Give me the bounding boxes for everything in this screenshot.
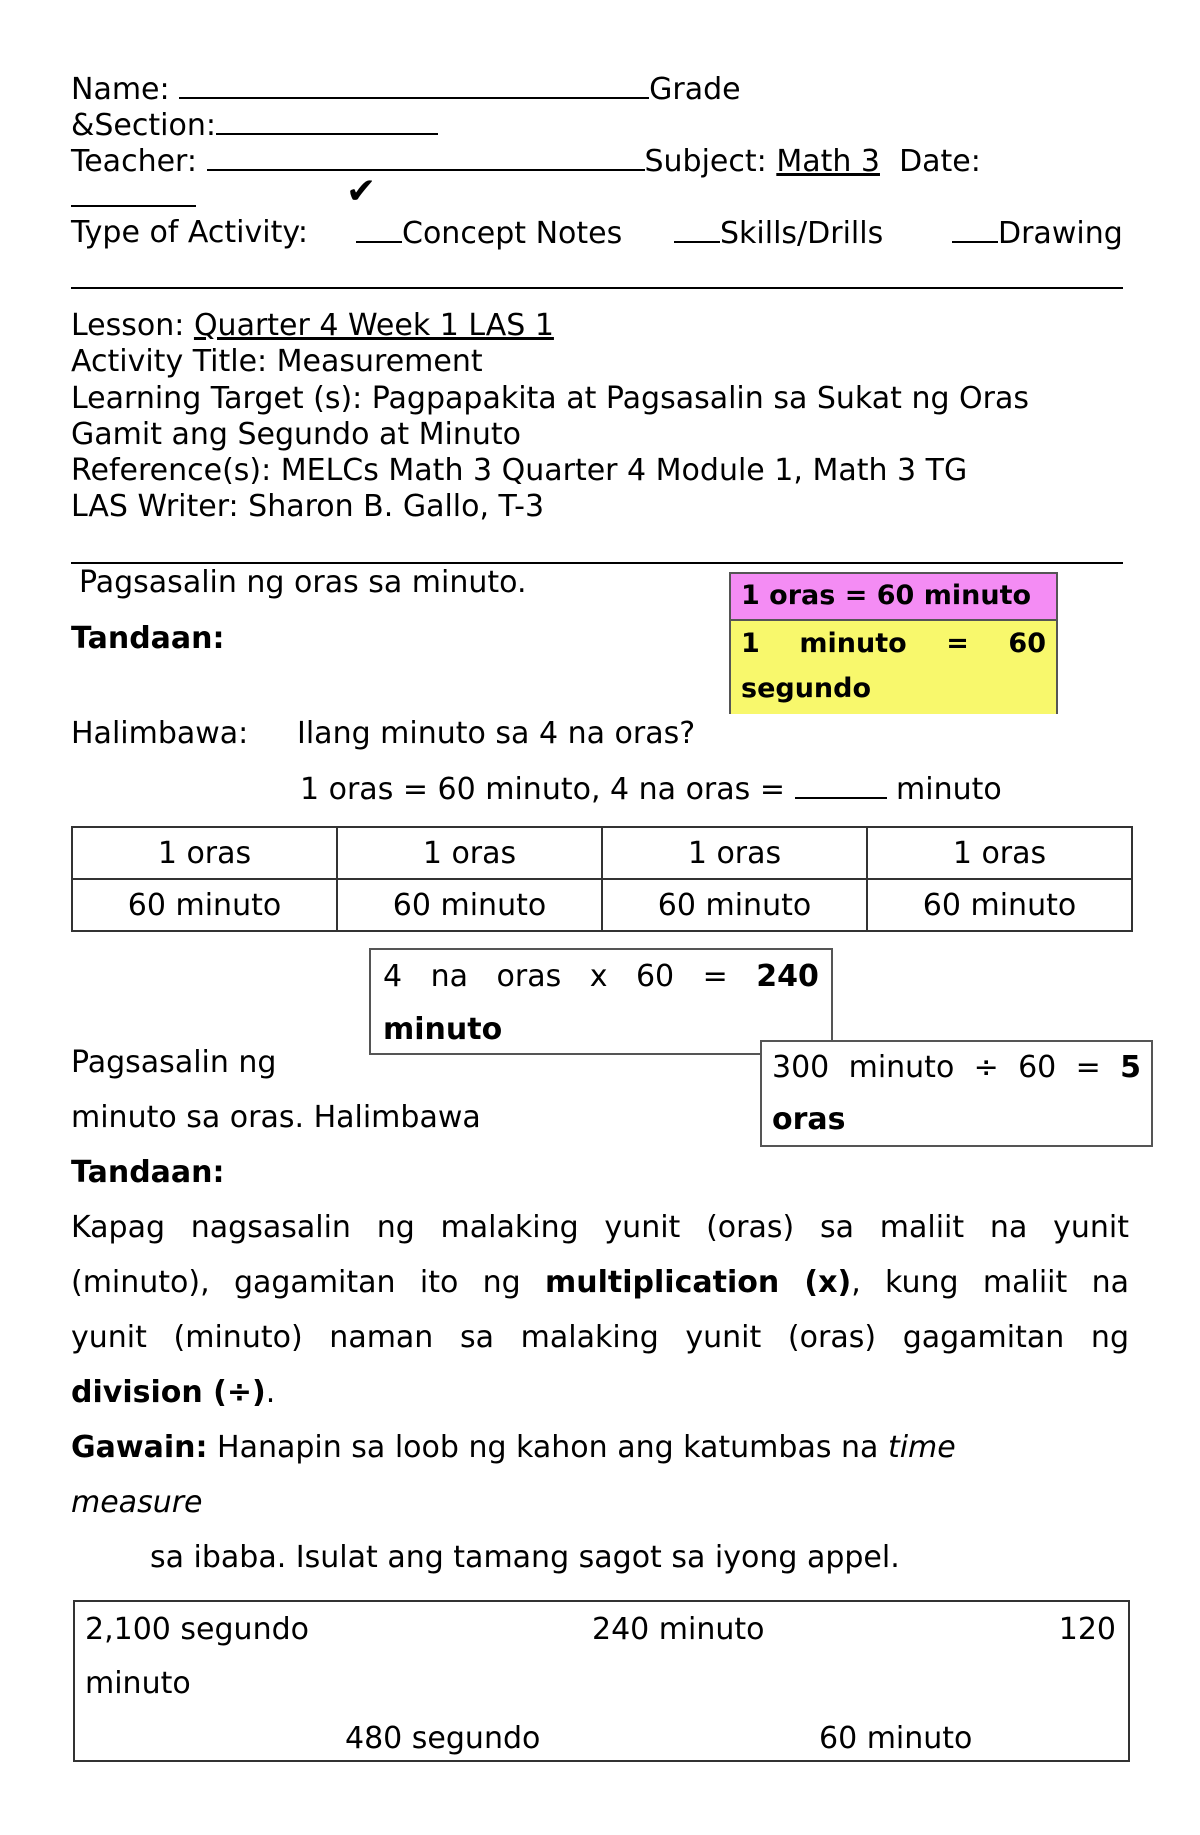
section-blank[interactable]	[216, 107, 438, 135]
table-row	[72, 827, 1132, 879]
paragraph-line: (minuto), gagamitan ito ng multiplication (x), kung maliit na	[71, 1265, 1129, 1300]
answer-blank[interactable]	[795, 771, 887, 799]
section2-heading-line1: Pagsasalin ng	[71, 1045, 277, 1080]
table-row	[72, 879, 1132, 931]
table-cell: 60 minuto	[867, 879, 1132, 931]
paragraph-line: division (÷).	[71, 1375, 276, 1410]
gawain-label: Gawain:	[71, 1430, 208, 1465]
gawain-line2: measure	[71, 1485, 203, 1520]
grade-label: Grade	[649, 72, 741, 107]
example-question: Ilang minuto sa 4 na oras?	[297, 716, 696, 751]
table-cell: 1 oras	[72, 827, 337, 879]
table-cell: 1 oras	[337, 827, 602, 879]
choice-240-minuto: 240 minuto	[592, 1612, 765, 1647]
divider-top	[71, 287, 1123, 289]
las-writer: LAS Writer: Sharon B. Gallo, T-3	[71, 489, 545, 524]
references: Reference(s): MELCs Math 3 Quarter 4 Module 1, Math 3 TG	[71, 453, 968, 488]
type-label: Type of Activity:	[71, 215, 309, 250]
conversion-note-box	[729, 572, 1058, 714]
note-oras-minuto: 1 oras = 60 minuto	[731, 574, 1056, 621]
name-label: Name:	[71, 72, 170, 107]
subject-label: Subject:	[644, 144, 767, 179]
section1-tandaan: Tandaan:	[71, 621, 225, 656]
teacher-row	[71, 143, 981, 180]
multiplication-box: 4 na oras x 60 = 240 minuto	[369, 948, 833, 1055]
lesson-label: Lesson:	[71, 308, 185, 343]
date-blank[interactable]	[71, 179, 196, 207]
choice-2100-segundo: 2,100 segundo	[85, 1612, 309, 1647]
choice-120: 120	[1058, 1612, 1116, 1647]
checkmark-icon: ✔	[346, 171, 377, 212]
section-row	[71, 107, 438, 144]
division-box: 300 minuto ÷ 60 = 5 oras	[760, 1040, 1153, 1147]
gawain-line1: Gawain: Hanapin sa loob ng kahon ang katumbas na time	[71, 1430, 956, 1465]
note-minuto-segundo: 1 minuto = 60 segundo	[731, 621, 1056, 714]
divider-middle	[71, 562, 1123, 564]
name-row	[71, 71, 741, 108]
section-label: &Section:	[71, 108, 216, 143]
type-concept-notes[interactable]: Concept Notes	[356, 215, 622, 252]
learning-target-line2: Gamit ang Segundo at Minuto	[71, 417, 522, 452]
gawain-line3: sa ibaba. Isulat ang tamang sagot sa iyong appel.	[150, 1540, 900, 1575]
hours-minutes-table	[71, 826, 1133, 932]
choice-480-segundo: 480 segundo	[345, 1721, 541, 1756]
subject-value: Math 3	[776, 144, 880, 179]
activity-type-row	[71, 215, 308, 251]
answer-choices-box	[73, 1600, 1130, 1762]
section2-heading-line2: minuto sa oras. Halimbawa	[71, 1100, 481, 1135]
choice-60-minuto: 60 minuto	[819, 1721, 973, 1756]
table-cell: 60 minuto	[337, 879, 602, 931]
paragraph-line: yunit (minuto) naman sa malaking yunit (oras) gagamitan ng	[71, 1320, 1129, 1355]
type-drawing[interactable]: Drawing	[952, 215, 1123, 252]
lesson-row	[71, 308, 554, 344]
date-row	[71, 179, 196, 216]
type-skills-drills[interactable]: Skills/Drills	[674, 215, 883, 252]
paragraph-line: Kapag nagsasalin ng malaking yunit (oras) sa maliit na yunit	[71, 1210, 1129, 1245]
table-cell: 60 minuto	[72, 879, 337, 931]
example-equation: 1 oras = 60 minuto, 4 na oras = minuto	[300, 772, 1002, 807]
lesson-value: Quarter 4 Week 1 LAS 1	[193, 308, 554, 343]
table-cell: 1 oras	[602, 827, 867, 879]
rule-paragraph	[71, 1200, 1129, 1420]
section1-heading: Pagsasalin ng oras sa minuto.	[79, 565, 527, 600]
activity-title: Activity Title: Measurement	[71, 344, 483, 379]
example-label: Halimbawa:	[71, 716, 249, 751]
learning-target-line1: Learning Target (s): Pagpapakita at Pagsasalin sa Sukat ng Oras	[71, 381, 1030, 416]
table-cell: 1 oras	[867, 827, 1132, 879]
name-blank[interactable]	[179, 71, 649, 99]
choice-minuto: minuto	[85, 1666, 191, 1701]
date-label: Date:	[899, 144, 981, 179]
teacher-blank[interactable]	[207, 143, 645, 171]
teacher-label: Teacher:	[71, 144, 197, 179]
table-cell: 60 minuto	[602, 879, 867, 931]
section2-tandaan: Tandaan:	[71, 1155, 225, 1190]
